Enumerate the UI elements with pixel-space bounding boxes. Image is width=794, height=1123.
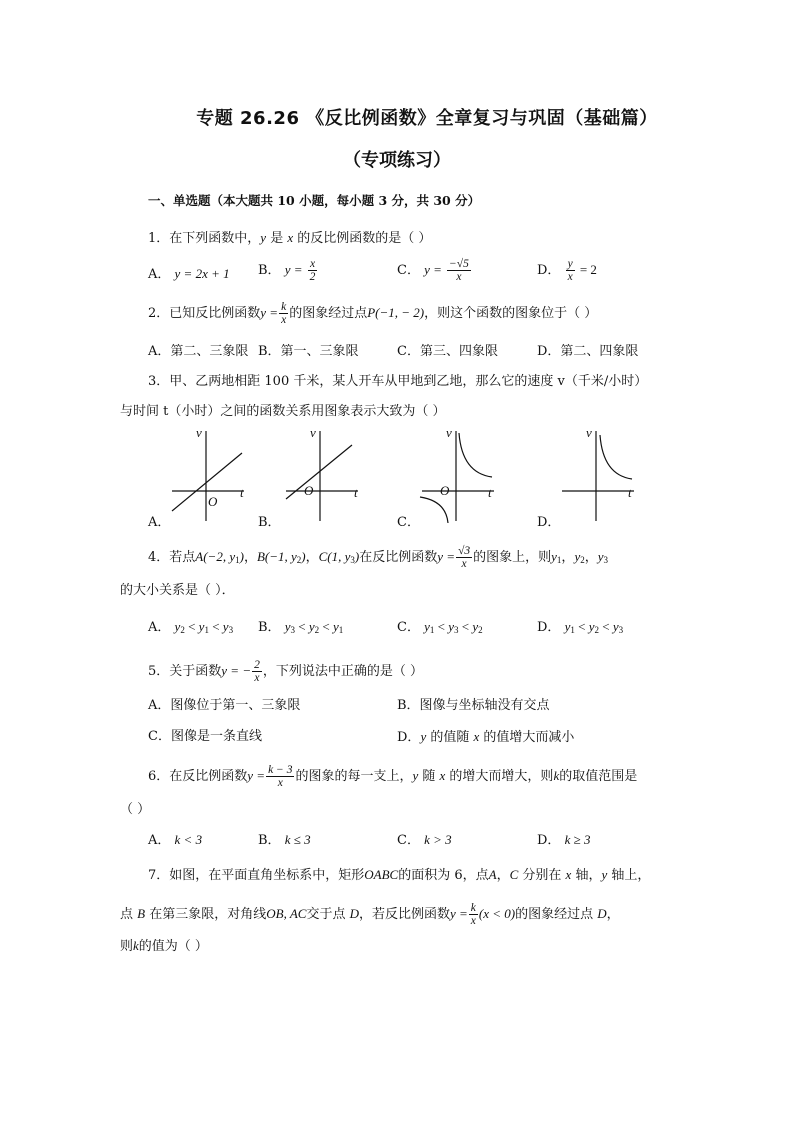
question-2-option-b[interactable]: B．第一、三象限 <box>258 344 359 359</box>
graph-b[interactable] <box>282 425 372 525</box>
question-1-option-a[interactable]: A． y = 2x + 1 <box>148 266 230 282</box>
origin-label: O <box>304 483 314 498</box>
question-3-option-d[interactable]: D． <box>537 515 561 530</box>
question-4-option-b[interactable]: B． $y_3 < y_2 < y_1$ <box>258 619 344 635</box>
question-7-stem-line-1: 7．如图，在平面直角坐标系中，矩形OABC的面积为 6，点A，C 分别在 x 轴，y 轴上， <box>148 867 651 883</box>
axis-label-t: t <box>240 485 244 500</box>
question-2-option-d[interactable]: D．第二、四象限 <box>537 344 639 359</box>
question-4-option-c[interactable]: C． $y_1 < y_3 < y_2$ <box>397 619 483 635</box>
question-6-option-b[interactable]: B． k ≤ 3 <box>258 832 311 848</box>
axis-label-v: v <box>586 425 592 440</box>
question-4-stem-line-2: 的大小关系是（ ）． <box>120 583 235 598</box>
origin-label: O <box>440 483 450 498</box>
question-3-option-a[interactable]: A． <box>148 515 171 530</box>
question-2-stem: 2．已知反比例函数y = $\frac{k}{x}$ 的图象经过点P(−1, − 2)，则这个函数的图象位于（ ） <box>148 301 598 326</box>
graph-d[interactable] <box>558 425 648 525</box>
question-3-stem-line-2: 与时间 t（小时）之间的函数关系用图象表示大致为（ ） <box>120 404 446 419</box>
graph-a[interactable] <box>168 425 258 525</box>
question-7-stem-line-2: 点 B 在第三象限，对角线OB, AC交于点 D，若反比例函数y = $\frac{k}{x}$ (x < 0)的图象经过点 D， <box>120 902 620 927</box>
axis-label-t: t <box>628 485 632 500</box>
question-1-option-c[interactable]: C． y = $\frac{-√5}{x}$ <box>397 258 469 283</box>
graph-line <box>172 453 242 511</box>
question-2-option-a[interactable]: A．第二、三象限 <box>148 344 249 359</box>
graph-c[interactable] <box>418 425 508 525</box>
question-4-option-a[interactable]: A． $y_2 < y_1 < y_3$ <box>148 619 234 635</box>
question-3-option-c[interactable]: C． <box>397 515 420 530</box>
axis-label-t: t <box>354 485 358 500</box>
axis-label-v: v <box>310 425 316 440</box>
question-7-stem-line-3: 则k的值为（ ） <box>120 938 208 954</box>
question-5-option-a[interactable]: A．图像位于第一、三象限 <box>148 698 301 713</box>
question-6-option-a[interactable]: A． k < 3 <box>148 832 203 848</box>
question-1-option-d[interactable]: D． $\frac{y}{x}$ = 2 <box>537 258 597 283</box>
axis-label-t: t <box>488 485 492 500</box>
question-5-option-b[interactable]: B．图像与坐标轴没有交点 <box>397 698 550 713</box>
axis-label-v: v <box>446 425 452 440</box>
question-1-option-b[interactable]: B． y = $\frac{x}{2}$ <box>258 258 316 283</box>
origin-label: O <box>208 494 218 509</box>
hyperbola-branch-1 <box>600 435 632 479</box>
question-5-option-d[interactable]: D．y 的值随 x 的值增大而减小 <box>397 729 575 745</box>
question-2-option-c[interactable]: C．第三、四象限 <box>397 344 498 359</box>
question-6-option-d[interactable]: D． k ≥ 3 <box>537 832 591 848</box>
question-6-stem: 6．在反比例函数y = $\frac{k - 3}{x}$ 的图象的每一支上，y 随 x 的增大而增大，则k的取值范围是 <box>148 764 638 789</box>
question-4-option-d[interactable]: D． $y_1 < y_2 < y_3$ <box>537 619 624 635</box>
question-4-stem: 4．若点A(−2, $y_1$)，B(−1, $y_2$)，C(1, $y_3$)在反比例函数y = $\frac{√3}{x}$ 的图象上，则$y_1$，$y_2$，$y_3$ <box>148 545 609 570</box>
question-1-stem: 1．在下列函数中，y 是 x 的反比例函数的是（ ） <box>148 230 432 246</box>
page-title: 专题 26.26 《反比例函数》全章复习与巩固（基础篇） <box>196 108 658 129</box>
question-5-option-c[interactable]: C．图像是一条直线 <box>148 729 262 744</box>
page-subtitle: （专项练习） <box>343 150 451 171</box>
hyperbola-branch-3 <box>420 497 448 523</box>
question-3-option-b[interactable]: B． <box>258 515 281 530</box>
section-heading: 一、单选题（本大题共 10 小题，每小题 3 分，共 30 分） <box>148 193 481 208</box>
question-6-stem-line-2: （ ） <box>120 802 151 817</box>
question-5-stem: 5．关于函数y = − $\frac{2}{x}$ ，下列说法中正确的是（ ） <box>148 659 423 684</box>
hyperbola-branch-1 <box>459 433 492 477</box>
axis-label-v: v <box>196 425 202 440</box>
question-6-option-c[interactable]: C． k > 3 <box>397 832 452 848</box>
question-3-stem-line-1: 3．甲、乙两地相距 100 千米，某人开车从甲地到乙地，那么它的速度 v（千米/小时） <box>148 374 648 389</box>
